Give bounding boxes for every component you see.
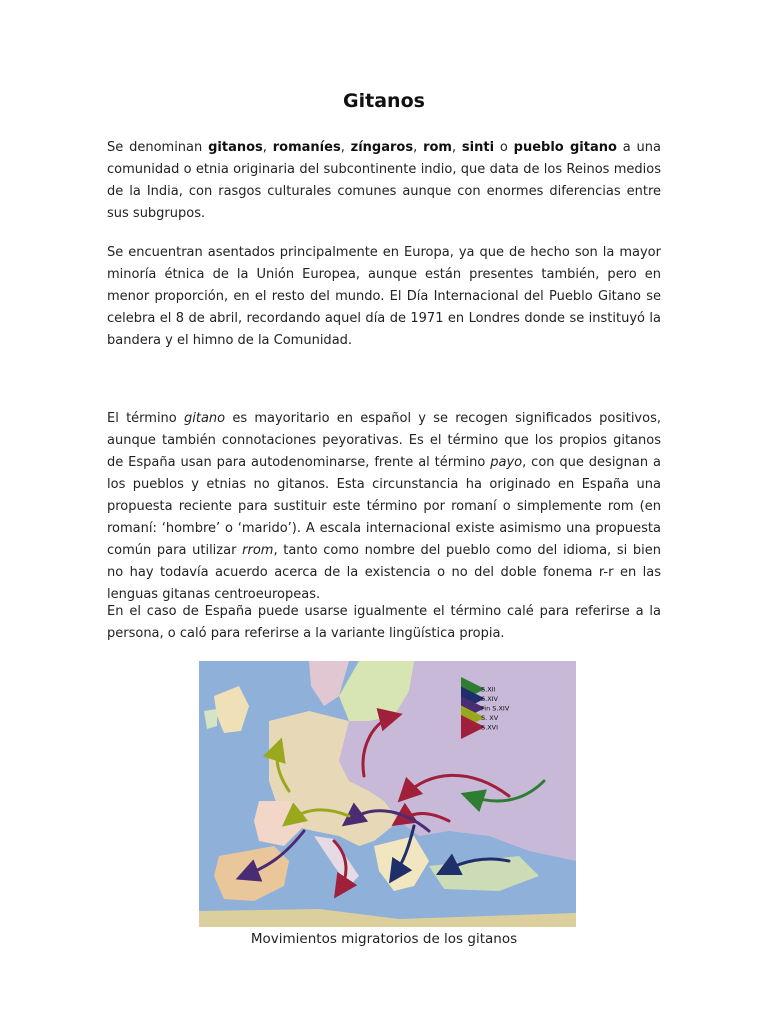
text: a una comunidad o etnia originaria del subcontinente indio, que data de los Reinos medios de la India, con rasgos culturales comunes aunque con enormes diferencias entre sus subgrupos. [107,140,661,221]
text: Se denominan [107,140,209,155]
legend-label: S.XVI [481,723,499,732]
term-pueblo-gitano: pueblo gitano [513,140,617,155]
paragraph-europe: Se encuentran asentados principalmente en Europa, ya que de hecho son la mayor minoría étnica de la Unión Europea, aunque están presentes también, pero en menor proporción, en el resto del mundo. El Día Internacional del Pueblo Gitano se celebra el 8 de abril, recordando aquel día de 1971 en Londres donde se instituyó la bandera y el himno de la Comunidad. [107,245,661,348]
term-rrom-italic: rrom [242,543,274,558]
term-zingaros: zíngaros [350,140,414,155]
page-title: Gitanos [343,90,425,112]
text: El término [107,411,184,426]
legend-label: S.XIV [481,695,499,703]
legend-label: S.XII [481,685,496,694]
paragraph-espana: En el caso de España puede usarse igualmente el término calé para referirse a la persona, o caló para referirse a la variante lingüística propia. [107,604,661,641]
map-caption: Movimientos migratorios de los gitanos [250,931,518,947]
text: es mayoritario en español y se recogen significados positivos, aunque también connotaciones peyorativas. Es el término que los propios gitanos de España usan para autodenominarse, frente al término [107,411,661,470]
map-illustration [199,661,576,927]
text: , [262,140,273,155]
text: , con que designan a los pueblos y etnias no gitanos. Esta circunstancia ha originado en España una propuesta reciente para sustituir este término por romaní o simplemente rom (en romaní: ‘hombre’ o ‘marido’). A escala internacional existe asimismo una propuesta común para utilizar [107,455,661,558]
legend-label: Fin S.XIV [481,704,510,713]
text: o [494,140,514,155]
term-sinti: sinti [461,140,495,155]
text: , [340,140,351,155]
paragraph-intro [107,137,661,225]
term-gitanos: gitanos [208,140,263,155]
term-payo-italic: payo [490,455,523,470]
text: , tanto como nombre del pueblo como del idioma, si bien no hay todavía acuerdo acerca de la existencia o no del doble fonema r-r en las lenguas gitanas centroeuropeas. [107,543,662,602]
term-rom: rom [423,140,452,155]
paragraph-termino [107,408,661,606]
text: , [413,140,424,155]
term-romanies: romaníes [272,140,341,155]
migration-map-image [199,661,576,927]
term-gitano-italic: gitano [183,411,226,426]
text: , [451,140,462,155]
legend-label: S. XV [481,714,499,722]
